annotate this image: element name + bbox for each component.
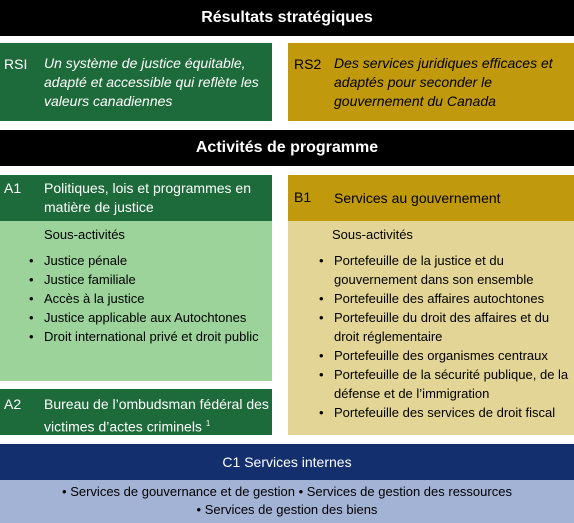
b1-subactivities-list	[318, 251, 570, 422]
bullet-icon: •	[29, 329, 34, 344]
internal-services-line-2: • Services de gestion des biens	[196, 502, 378, 517]
bullet-icon: •	[319, 348, 324, 363]
list-item: • Justice familiale	[29, 272, 136, 287]
bullet-icon: •	[29, 291, 34, 306]
bullet-icon: •	[319, 367, 324, 382]
bullet-icon: •	[29, 310, 34, 325]
bullet-icon: •	[29, 272, 34, 287]
bullet-icon: •	[319, 253, 324, 268]
internal-services-line-1: • Services de gouvernance et de gestion • Services de gestion des ressources	[62, 484, 512, 499]
b1-code: B1	[294, 189, 312, 205]
list-item: • Portefeuille des services de droit fiscal	[319, 405, 556, 420]
bullet-icon: •	[319, 291, 324, 306]
a1-subactivities-title: Sous-activités	[44, 227, 125, 242]
bullet-icon: •	[319, 310, 324, 325]
b1-title: Services au gouvernement	[334, 190, 501, 206]
rs1-box	[0, 43, 272, 121]
rs2-code: RS2	[294, 56, 322, 72]
b1-subactivities-title: Sous-activités	[332, 227, 413, 242]
list-item: • Justice pénale	[29, 253, 128, 268]
program-activities-title: Activités de programme	[195, 139, 379, 156]
list-item: • Portefeuille des affaires autochtones	[319, 291, 545, 306]
strategic-results-header	[0, 0, 574, 36]
a2-title	[44, 395, 270, 437]
internal-services-title: C1 Services internes	[222, 454, 352, 470]
a2-box	[0, 389, 272, 435]
list-item: • Portefeuille des organismes centraux	[319, 348, 548, 363]
a1-header	[0, 175, 272, 221]
rs1-text: Un système de justice équitable, adapté et accessible qui reflète les valeurs canadiennes	[44, 55, 259, 109]
internal-services-header	[0, 444, 574, 480]
bullet-icon: •	[319, 405, 324, 420]
a1-subactivities-box	[0, 221, 272, 381]
rs1-code: RSI	[4, 56, 28, 72]
b1-header	[288, 175, 574, 221]
a2-code: A2	[4, 396, 22, 412]
rs2-text: Des services juridiques efficaces et adaptés pour seconder le gouvernement du Canada	[334, 55, 553, 109]
list-item: • Portefeuille du droit des affaires et du droit réglementaire	[319, 310, 550, 344]
program-activities-header	[0, 130, 574, 166]
list-item: • Justice applicable aux Autochtones	[29, 310, 247, 325]
a2-title-text: Bureau de l’ombudsman fédéral des victimes d’actes criminels	[44, 396, 269, 435]
list-item: • Portefeuille de la justice et du gouvernement dans son ensemble	[319, 253, 534, 287]
a2-footnote: 1	[205, 419, 211, 428]
rs2-box	[288, 43, 574, 121]
list-item: • Accès à la justice	[29, 291, 145, 306]
internal-services-details	[0, 480, 574, 523]
a1-title: Politiques, lois et programmes en matière de justice	[44, 180, 251, 215]
bullet-icon: •	[29, 253, 34, 268]
list-item: • Droit international privé et droit public	[29, 329, 259, 344]
a1-subactivities-list	[28, 251, 264, 346]
list-item: • Portefeuille de la sécurité publique, de la défense et de l’immigration	[319, 367, 569, 401]
a1-code: A1	[4, 180, 22, 196]
b1-subactivities-box	[288, 221, 574, 435]
strategic-results-title: Résultats stratégiques	[201, 9, 373, 26]
